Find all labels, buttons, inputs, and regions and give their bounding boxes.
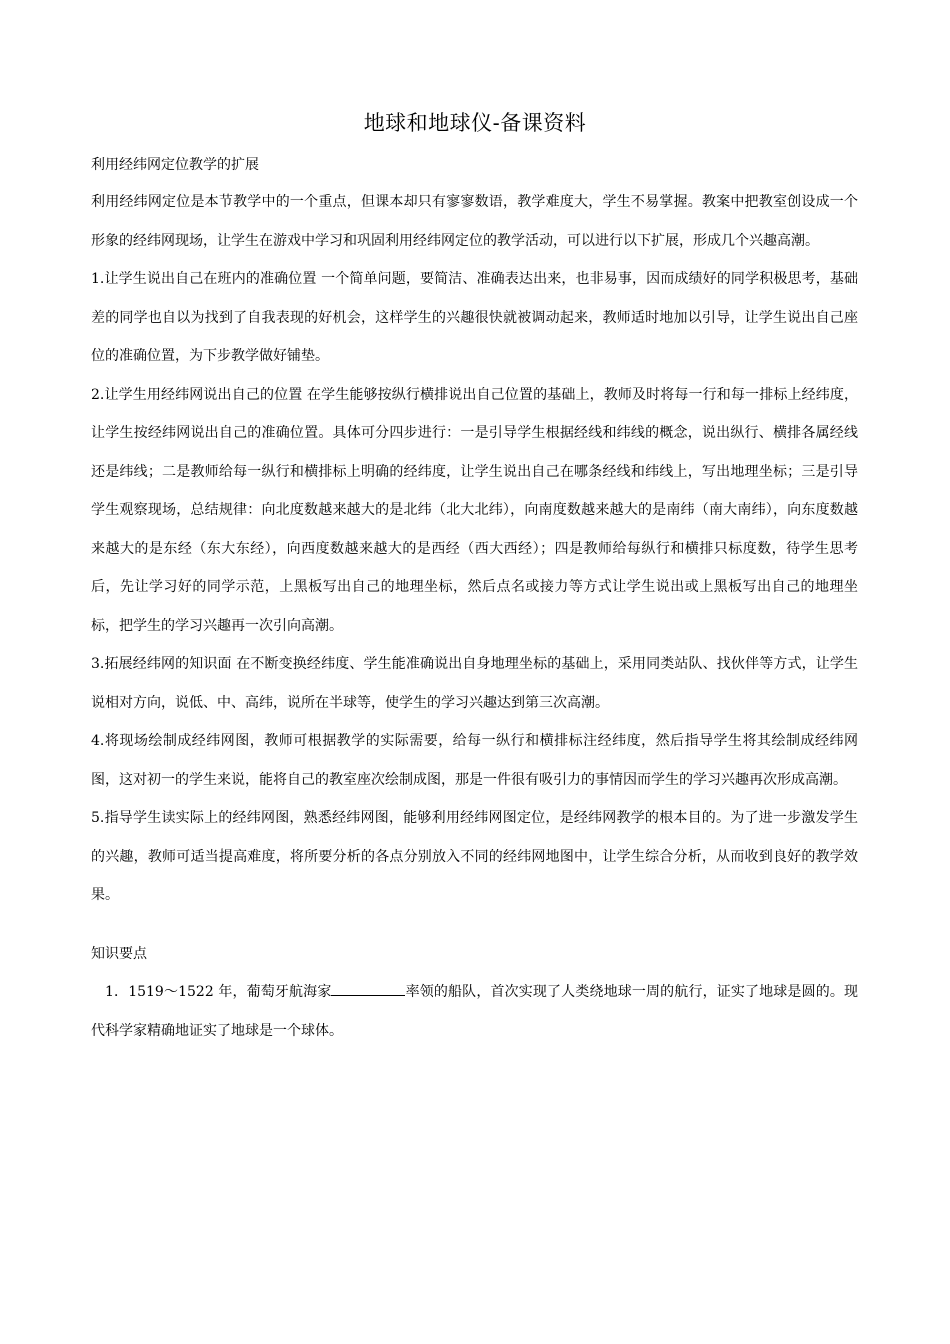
question-suffix: 率领的船队，首次实现了人类绕地球一周的航行，证实了地球是圆的。现代科学家精确地证实了地球是一个球体。	[91, 984, 859, 1039]
section-subheading: 利用经纬网定位教学的扩展	[91, 157, 259, 173]
paragraph-1: 1.让学生说出自己在班内的准确位置 一个简单问题，要简洁、准确表达出来，也非易事，因而成绩好的同学积极思考，基础差的同学也自以为找到了自我表现的好机会，这样学生的兴趣很快就被调动起来，教师适时地加以引导，让学生说出自己座位的准确位置，为下步教学做好铺垫。	[91, 271, 858, 364]
question-prefix: 1．1519～1522 年，葡萄牙航海家	[105, 984, 332, 1000]
document-body	[91, 183, 858, 1050]
knowledge-points-heading: 知识要点	[91, 945, 147, 962]
paragraph-5: 5.指导学生读实际上的经纬网图，熟悉经纬网图，能够利用经纬网图定位，是经纬网教学的根本目的。为了进一步激发学生的兴趣，教师可适当提高难度，将所要分析的各点分别放入不同的经纬网地图中，让学生综合分析，从而收到良好的教学效果。	[91, 810, 858, 903]
paragraph-4: 4.将现场绘制成经纬网图，教师可根据教学的实际需要，给每一纵行和横排标注经纬度，然后指导学生将其绘制成经纬网图，这对初一的学生来说，能将自己的教室座次绘制成图，那是一件很有吸引力的事情因而学生的学习兴趣再次形成高潮。	[91, 733, 858, 788]
paragraph-2: 2.让学生用经纬网说出自己的位置 在学生能够按纵行横排说出自己位置的基础上，教师及时将每一行和每一排标上经纬度，让学生按经纬网说出自己的准确位置。具体可分四步进行：一是引导学生根据经线和纬线的概念，说出纵行、横排各属经线还是纬线；二是教师给每一纵行和横排标上明确的经纬度，让学生说出自己在哪条经线和纬线上，写出地理坐标；三是引导学生观察现场，总结规律：向北度数越来越大的是北纬（北大北纬），向南度数越来越大的是南纬（南大南纬），向东度数越来越大的是东经（东大东经），向西度数越来越大的是西经（西大西经）；四是教师给每纵行和横排只标度数，待学生思考后，先让学习好的同学示范，上黑板写出自己的地理坐标，然后点名或接力等方式让学生说出或上黑板写出自己的地理坐标，把学生的学习兴趣再一次引向高潮。	[91, 386, 858, 634]
intro-paragraph: 利用经纬网定位是本节教学中的一个重点，但课本却只有寥寥数语，教学难度大，学生不易掌握。教案中把教室创设成一个形象的经纬网现场，让学生在游戏中学习和巩固利用经纬网定位的教学活动，可以进行以下扩展，形成几个兴趣高潮。	[91, 194, 858, 249]
answer-blank	[331, 981, 405, 996]
paragraph-3: 3.拓展经纬网的知识面 在不断变换经纬度、学生能准确说出自身地理坐标的基础上，采用同类站队、找伙伴等方式，让学生说相对方向，说低、中、高纬，说所在半球等，使学生的学习兴趣达到第三次高潮。	[91, 656, 858, 711]
question-1	[91, 973, 858, 1050]
section-spacer	[91, 915, 858, 935]
document-title: 地球和地球仪-备课资料	[363, 111, 587, 135]
